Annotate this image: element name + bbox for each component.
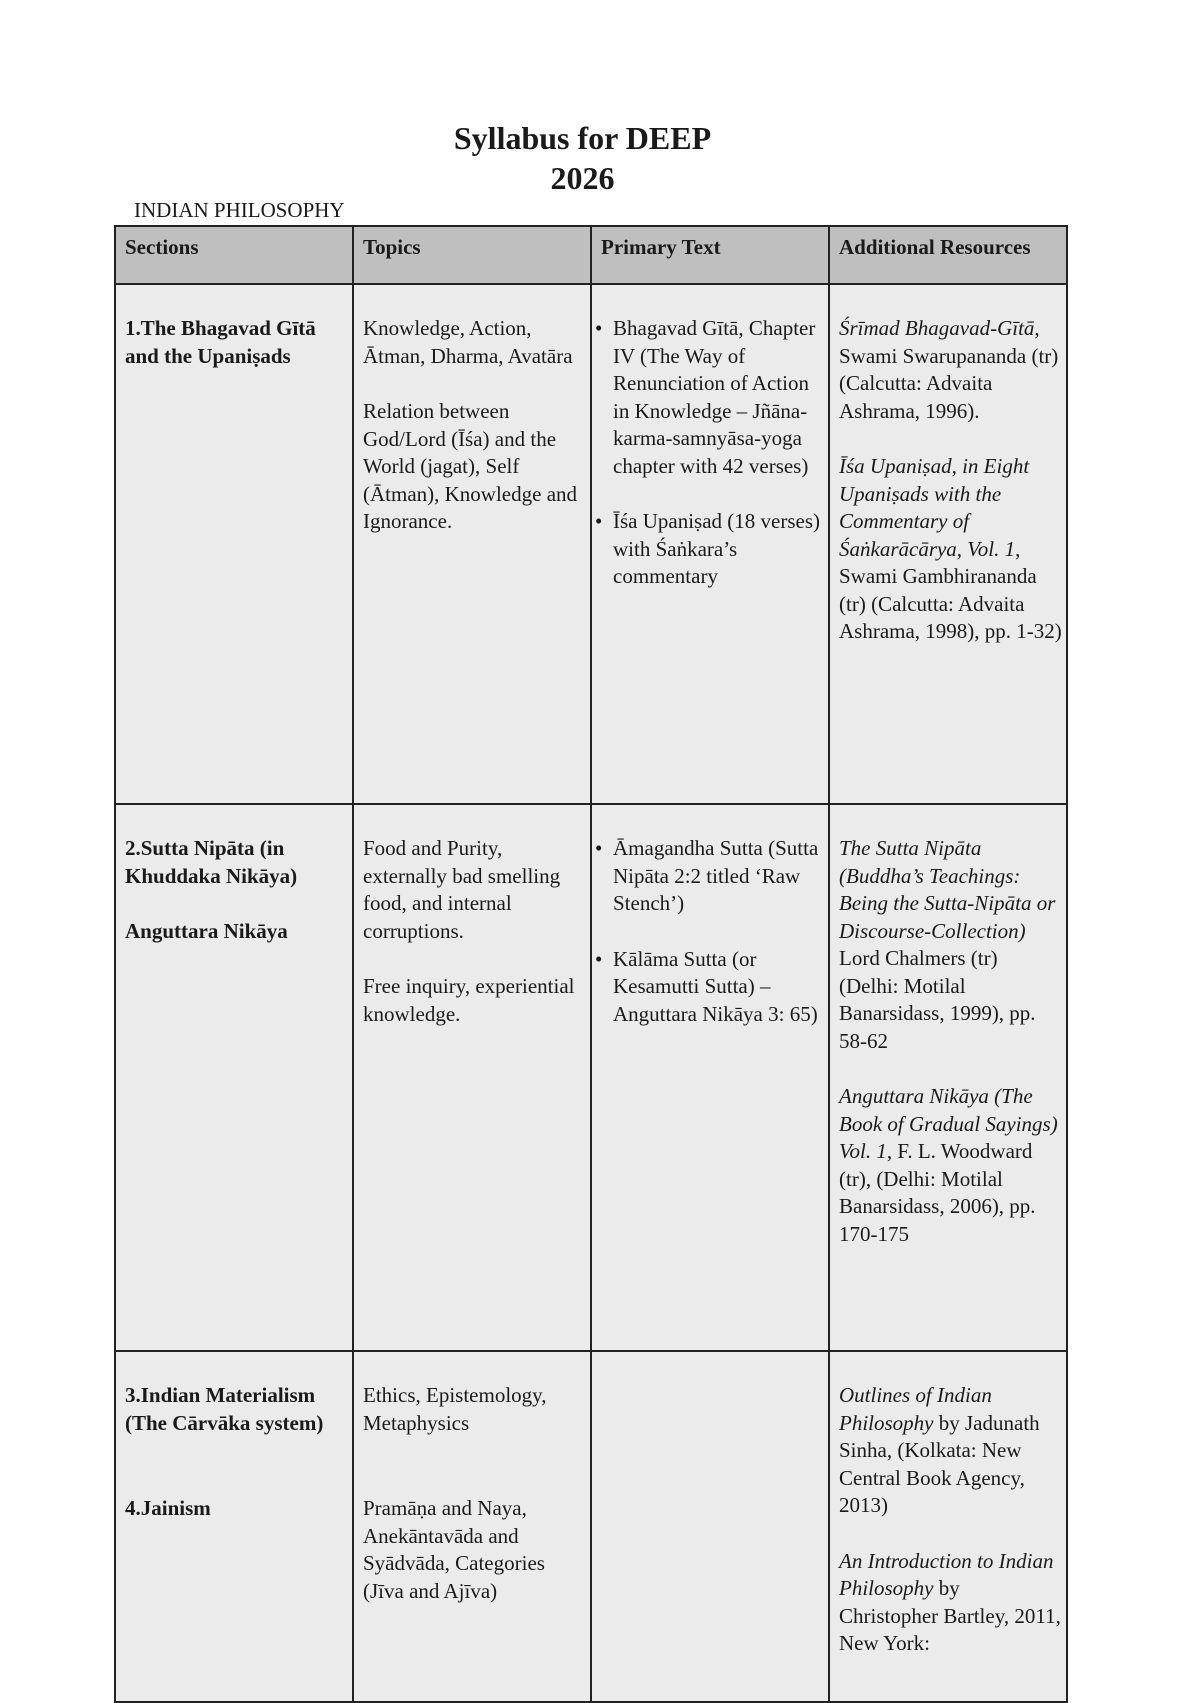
resource-title: Outlines of Indian Philosophy [839,1383,992,1435]
table-row [115,1351,1067,1702]
topic-text: Relation between God/Lord (Īśa) and the World (jagat), Self (Ātman), Knowledge and Ignorance. [363,399,578,533]
section-cell [115,804,353,1351]
primary-text-cell [591,284,829,804]
resource-details: by Jadunath Sinha, (Kolkata: New Central Book Agency, 2013) [839,1410,1040,1517]
resource-entry [839,1083,1062,1248]
resource-entry [839,453,1062,646]
topic-text: Food and Purity, externally bad smelling food, and internal corruptions. [363,836,561,943]
resource-details: , Swami Swarupananda (tr) (Calcutta: Advaita Ashrama, 1996). [839,316,1059,423]
section-cell [115,284,353,804]
section-title: 4.Jainism [125,1496,211,1520]
section-cell [115,1351,353,1702]
topics-cell [353,1351,591,1702]
header-sections: Sections [115,226,353,284]
title-line-1: Syllabus for DEEP [453,120,712,156]
resource-entry [839,1382,1062,1520]
resources-cell [829,804,1067,1351]
document-title [0,118,1165,198]
resource-title: Anguttara Nikāya (The Book of Gradual Sayings) Vol. 1 [839,1084,1058,1163]
topic-text: Knowledge, Action, Ātman, Dharma, Avatāra [363,316,573,368]
resource-details: , F. L. Woodward (tr), (Delhi: Motilal Banarsidass, 2006), pp. 170-175 [839,1139,1036,1246]
primary-text-cell [591,1351,829,1702]
header-primary-text: Primary Text [591,226,829,284]
header-topics: Topics [353,226,591,284]
resource-title: Īśa Upaniṣad, in Eight Upaniṣads with the Commentary of Śaṅkarācārya, Vol. 1 [839,454,1030,561]
primary-text-item: • Āmagandha Sutta (Sutta Nipāta 2:2 titled ‘Raw Stench’) [601,835,824,918]
syllabus-table [114,225,1068,1703]
primary-text-item: • Īśa Upaniṣad (18 verses) with Śaṅkara’s commentary [601,508,824,591]
resource-entry [839,1548,1062,1658]
table-header-row [115,226,1067,284]
topic-text: Free inquiry, experiential knowledge. [363,974,575,1026]
topic-text: Pramāṇa and Naya, Anekāntavāda and Syādvāda, Categories (Jīva and Ajīva) [363,1496,545,1603]
primary-text-cell [591,804,829,1351]
section-title: 1.The Bhagavad Gītā and the Upaniṣads [125,316,316,368]
primary-text-item: • Kālāma Sutta (or Kesamutti Sutta) – Anguttara Nikāya 3: 65) [601,946,824,1029]
topics-cell [353,284,591,804]
topics-cell [353,804,591,1351]
resource-details: Lord Chalmers (tr) (Delhi: Motilal Banarsidass, 1999), pp. 58-62 [839,946,1036,1053]
resource-entry [839,835,1062,1055]
section-title: 2.Sutta Nipāta (in Khuddaka Nikāya) [125,836,298,888]
resource-details: by Christopher Bartley, 2011, New York: [839,1576,1061,1655]
resource-details: , Swami Gambhirananda (tr) (Calcutta: Advaita Ashrama, 1998), pp. 1-32) [839,536,1062,643]
subject-heading: INDIAN PHILOSOPHY [134,198,345,222]
resources-cell [829,284,1067,804]
topic-text: Ethics, Epistemology, Metaphysics [363,1383,547,1435]
resource-title: The Sutta Nipāta (Buddha’s Teachings: Being the Sutta-Nipāta or Discourse-Collection) [839,836,1056,943]
resource-title: An Introduction to Indian Philosophy [839,1548,1054,1600]
title-line-2: 2026 [550,160,615,196]
table-row [115,804,1067,1351]
resources-cell [829,1351,1067,1702]
primary-text-item: • Bhagavad Gītā, Chapter IV (The Way of Renunciation of Action in Knowledge – Jñāna-karma-samnyāsa-yoga chapter with 42 verses) [601,315,824,480]
resource-entry [839,315,1062,425]
section-title: Anguttara Nikāya [125,919,288,943]
resource-title: Śrīmad Bhagavad-Gītā [839,316,1035,340]
section-title: 3.Indian Materialism (The Cārvāka system) [125,1383,324,1435]
table-row [115,284,1067,804]
header-additional-resources: Additional Resources [829,226,1067,284]
